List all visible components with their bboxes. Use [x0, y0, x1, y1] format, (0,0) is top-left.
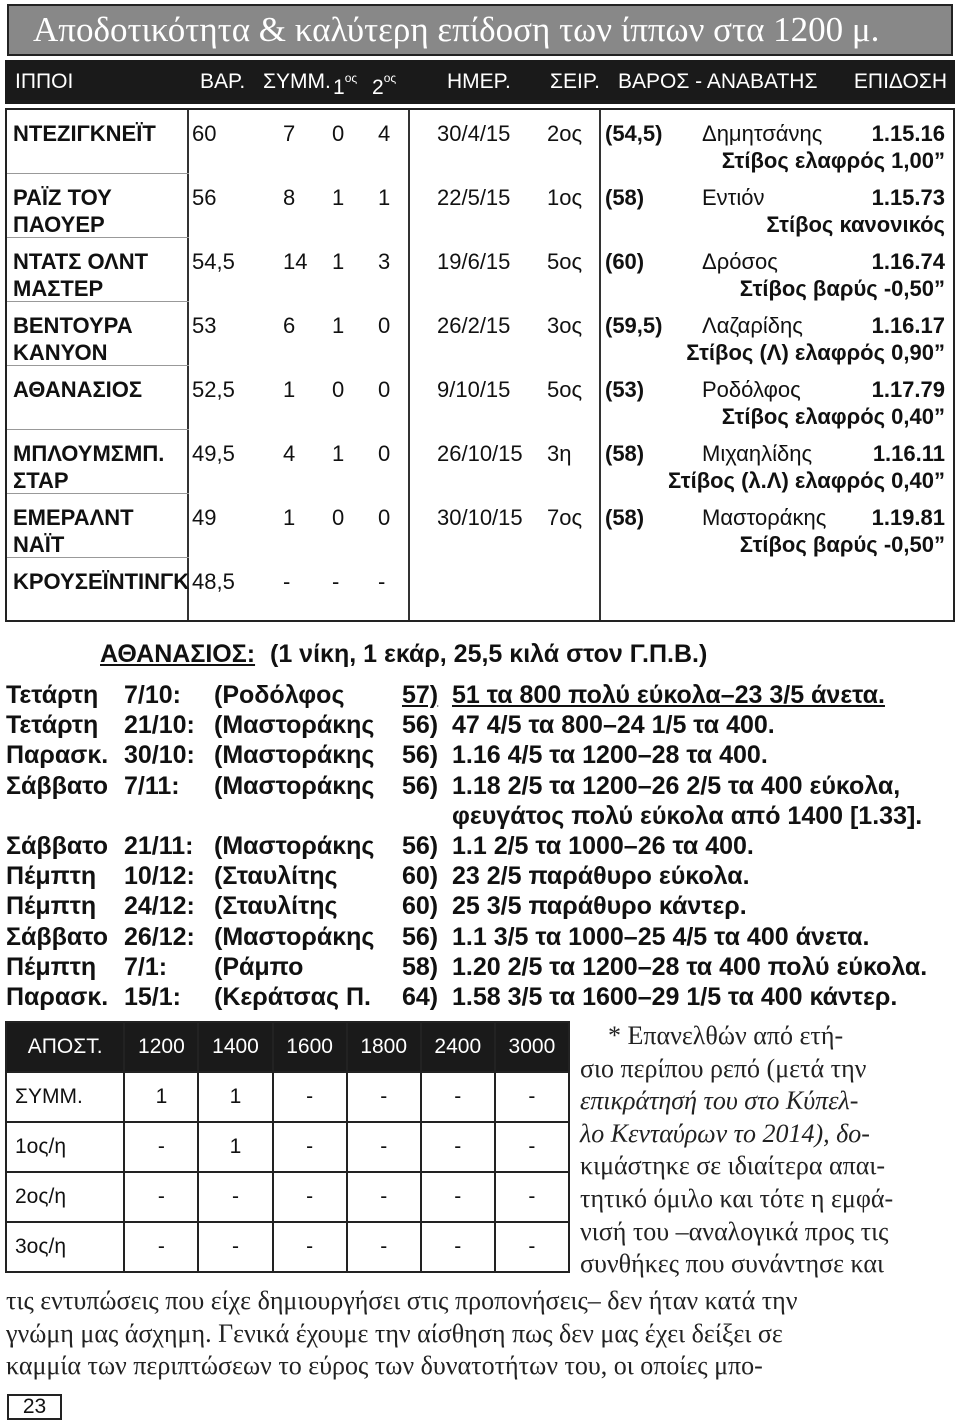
paragraph-line: κιμάστηκε σε ιδιαίτερα απαι- [580, 1151, 886, 1181]
paragraph-line: νισή του –αναλογικά προς τις [580, 1216, 889, 1246]
distance-cell: - [495, 1122, 569, 1172]
distance-cell: - [495, 1172, 569, 1222]
distance-cell: 2ος/η [6, 1172, 124, 1222]
horse-track: Στίβος βαρύς -0,50” [739, 276, 945, 301]
horse-runs: 1 [283, 377, 296, 402]
race-jockey: (Μαστοράκης [214, 771, 375, 800]
horse-weight: 53 [192, 313, 217, 338]
horse-weight: 54,5 [192, 249, 235, 274]
distance-header: ΑΠΟΣΤ. [6, 1022, 124, 1072]
race-desc: 1.20 2/5 τα 1200–28 τα 400 πολύ εύκολα. [452, 952, 928, 981]
horse-jockey: Δρόσος [702, 249, 778, 274]
race-desc: 1.1 3/5 τα 1000–25 4/5 τα 400 άνετα. [452, 922, 870, 951]
race-day: Πέμπτη [6, 952, 97, 981]
distance-cell: 1 [124, 1072, 198, 1122]
distance-cell: - [495, 1072, 569, 1122]
race-day: Παρασκ. [6, 983, 109, 1011]
horse-time: 1.17.79 [871, 377, 945, 402]
race-jockey: (Μαστοράκης [214, 832, 375, 860]
horse-track: Στίβος ελαφρός 1,00” [721, 148, 945, 173]
paragraph-line: γνώμη μας άσχημη. Γενικά έχουμε την αίσθηση πως δεν μας έχει δείξει σε [6, 1318, 783, 1348]
race-desc: 1.16 4/5 τα 1200–28 τα 400. [452, 741, 768, 770]
race-desc: 47 4/5 τα 800–24 1/5 τα 400. [452, 711, 775, 740]
horse-runs: 1 [283, 505, 296, 530]
horse-first: 1 [332, 249, 345, 274]
distance-header: 1800 [347, 1022, 421, 1072]
distance-cell: - [273, 1222, 347, 1272]
race-day: Παρασκ. [6, 741, 109, 770]
table-row [7, 430, 953, 494]
race-date: 15/1: [124, 983, 181, 1011]
distance-cell: - [347, 1222, 421, 1272]
horse-order: 3η [547, 441, 572, 466]
race-kg: 64) [402, 983, 439, 1011]
distance-header: 1400 [198, 1022, 272, 1072]
horse-kg: (59,5) [605, 313, 663, 338]
horse-kg: (53) [605, 377, 645, 402]
horse-time: 1.15.16 [871, 121, 945, 146]
table-row [6, 1072, 569, 1122]
horse-order: 1ος [547, 185, 583, 210]
race-day: Τετάρτη [6, 711, 99, 740]
distance-header: 1600 [273, 1022, 347, 1072]
horse-second: 4 [378, 121, 391, 146]
header-weight: ΒΑΡ. [200, 70, 246, 93]
distance-cell: - [273, 1122, 347, 1172]
horse-runs: 8 [283, 185, 296, 210]
race-jockey: (Ροδόλφος [214, 681, 345, 709]
distance-cell: - [124, 1122, 198, 1172]
race-kg: 56) [402, 922, 439, 951]
distance-cell: - [347, 1122, 421, 1172]
horse-runs: 4 [283, 441, 296, 466]
header-horses: ΙΠΠΟΙ [15, 70, 74, 93]
distance-cell: 1ος/η [6, 1122, 124, 1172]
race-kg: 56) [402, 771, 439, 800]
race-kg: 58) [402, 952, 439, 981]
race-date: 7/10: [124, 681, 181, 709]
race-day: Σάββατο [6, 771, 108, 800]
horse-date: 30/10/15 [437, 505, 523, 530]
horse-jockey: Ροδόλφος [702, 377, 801, 402]
table-row [7, 174, 953, 238]
horse-kg: (58) [605, 185, 645, 210]
distance-cell: ΣΥΜΜ. [6, 1072, 124, 1122]
horse-name: ΒΕΝΤΟΥΡΑ ΚΑΝΥΟΝ [13, 313, 133, 365]
list-item [6, 831, 956, 861]
horse-kg: (58) [605, 505, 645, 530]
horse-name: ΕΜΕΡΑΛΝΤ ΝΑΪΤ [13, 505, 134, 557]
horse-kg: (60) [605, 249, 645, 274]
race-date: 24/12: [124, 892, 195, 921]
list-item [6, 861, 956, 891]
horse-jockey: Λαζαρίδης [702, 313, 803, 338]
distance-header: 3000 [495, 1022, 569, 1072]
horse-first: 1 [332, 441, 345, 466]
header-order: ΣΕΙΡ. [550, 70, 600, 93]
race-date: 7/1: [124, 952, 168, 981]
table-row [6, 1222, 569, 1272]
race-jockey: (Ράμπο [214, 952, 304, 981]
horse-weight: 49 [192, 505, 217, 530]
horse-weight: 49,5 [192, 441, 235, 466]
distance-cell: 3ος/η [6, 1222, 124, 1272]
list-item [6, 710, 956, 740]
header-second: $2^{o\varsigma}$ [372, 71, 397, 99]
race-date: 30/10: [124, 741, 195, 770]
distance-cell: - [198, 1222, 272, 1272]
horse-first: - [332, 569, 340, 594]
header-first: $1^{o\varsigma}$ [333, 71, 358, 99]
header-jockey: ΒΑΡΟΣ - ΑΝΑΒΑΤΗΣ [618, 70, 818, 93]
horse-track: Στίβος (Λ) ελαφρός 0,90” [686, 340, 945, 365]
horse-weight: 52,5 [192, 377, 235, 402]
horse-first: 0 [332, 377, 345, 402]
horse-runs: 6 [283, 313, 296, 338]
table-row [7, 238, 953, 302]
distance-cell: - [273, 1172, 347, 1222]
horse-time: 1.16.74 [871, 249, 945, 274]
horse-weight: 56 [192, 185, 217, 210]
page-title: Αποδοτικότητα & καλύτερη επίδοση των ίππων στα 1200 μ. [7, 4, 953, 56]
horse-first: 1 [332, 313, 345, 338]
distance-header: 2400 [421, 1022, 495, 1072]
race-kg: 60) [402, 892, 439, 921]
paragraph-line: τις εντυπώσεις που είχε δημιουργήσει στις προπονήσεις– δεν ήταν κατά την [6, 1286, 798, 1315]
race-date: 21/10: [124, 711, 195, 740]
list-item [6, 952, 956, 982]
horse-name: ΝΤΕΖΙΓΚΝΕΪΤ [13, 121, 156, 146]
list-item [6, 771, 956, 801]
race-date: 10/12: [124, 862, 195, 891]
horse-time: 1.16.11 [872, 441, 945, 466]
header-runs: ΣΥΜΜ. [263, 70, 331, 93]
race-jockey: (Μαστοράκης [214, 922, 375, 951]
horse-kg: (54,5) [605, 121, 663, 146]
race-jockey: (Μαστοράκης [214, 741, 375, 770]
distance-cell: - [198, 1172, 272, 1222]
distance-cell: - [347, 1072, 421, 1122]
race-kg: 60) [402, 862, 439, 891]
race-desc: φευγάτος πολύ εύκολα από 1400 [1.33]. [452, 801, 923, 830]
horse-date: 22/5/15 [437, 185, 511, 210]
horse-name: ΑΘΑΝΑΣΙΟΣ [13, 377, 143, 402]
horse-second: - [378, 569, 386, 594]
horse-kg: (58) [605, 441, 645, 466]
paragraph-line: τητικό όμιλο και τότε η εμφά- [580, 1184, 894, 1213]
distance-cell: - [124, 1172, 198, 1222]
distance-cell: - [421, 1172, 495, 1222]
horse-second: 0 [378, 313, 391, 338]
table-row [6, 1122, 569, 1172]
horse-order: 5ος [547, 249, 583, 274]
list-item [6, 922, 956, 952]
horse-runs: - [283, 569, 291, 594]
horse-jockey: Μαστοράκης [702, 505, 827, 530]
horse-order: 7ος [547, 505, 583, 530]
distance-table [5, 1021, 570, 1273]
horse-name: ΝΤΑΤΣ ΟΛΝΤ ΜΑΣΤΕΡ [13, 249, 149, 301]
horse-track: Στίβος βαρύς -0,50” [739, 532, 945, 557]
horse-second: 0 [378, 377, 391, 402]
horse-name: ΡΑΪΖ ΤΟΥ ΠΑΟΥΕΡ [13, 185, 112, 237]
race-desc: 1.58 3/5 τα 1600–29 1/5 τα 400 κάντερ. [452, 983, 898, 1011]
horse-date: 19/6/15 [437, 249, 511, 274]
horse-second: 3 [378, 249, 391, 274]
horse-date: 9/10/15 [437, 377, 511, 402]
paragraph-line: επικράτησή του στο Κύπελ- [580, 1086, 859, 1116]
horse-weight: 60 [192, 121, 217, 146]
horse-jockey: Μιχαηλίδης [702, 441, 813, 466]
distance-cell: - [421, 1222, 495, 1272]
horse-time: 1.19.81 [871, 505, 945, 530]
horse-weight: 48,5 [192, 569, 235, 594]
horse-order: 3ος [547, 313, 583, 338]
horse-first: 0 [332, 121, 345, 146]
list-item [6, 891, 956, 921]
race-day: Πέμπτη [6, 892, 97, 921]
horse-runs: 7 [283, 121, 296, 146]
horse-date: 26/10/15 [437, 441, 523, 466]
distance-cell: - [124, 1222, 198, 1272]
horse-order: 2ος [547, 121, 583, 146]
list-item [6, 801, 956, 831]
distance-cell: 1 [198, 1122, 272, 1172]
race-jockey: (Μαστοράκης [214, 711, 375, 740]
horse-name: ΜΠΛΟΥΜΣΜΠ. ΣΤΑΡ [13, 441, 165, 493]
table-row [6, 1172, 569, 1222]
race-jockey: (Σταυλίτης [214, 862, 338, 891]
table-row [7, 302, 953, 366]
race-desc: 23 2/5 παράθυρο εύκολα. [452, 862, 750, 891]
race-desc: 25 3/5 παράθυρο κάντερ. [452, 892, 747, 921]
race-date: 26/12: [124, 922, 195, 951]
horse-second: 0 [378, 505, 391, 530]
horse-time: 1.15.73 [871, 185, 945, 210]
distance-cell: 1 [198, 1072, 272, 1122]
race-history-title: ΑΘΑΝΑΣΙΟΣ: (1 νίκη, 1 εκάρ, 25,5 κιλά στον Γ.Π.Β.) [100, 640, 708, 668]
horse-table [5, 108, 955, 622]
table-row [7, 366, 953, 430]
race-desc: 51 τα 800 πολύ εύκολα–23 3/5 άνετα. [452, 681, 885, 709]
paragraph-line: σιο περίπου ρεπό (μετά την [580, 1053, 867, 1083]
race-desc: 1.18 2/5 τα 1200–26 2/5 τα 400 εύκολα, [452, 771, 901, 800]
list-item [6, 680, 956, 710]
horse-track: Στίβος κανονικός [766, 212, 945, 237]
horse-date: 30/4/15 [437, 121, 511, 146]
race-date: 21/11: [124, 832, 194, 860]
distance-header: 1200 [124, 1022, 198, 1072]
list-item [6, 740, 956, 770]
race-kg: 56) [402, 711, 439, 740]
paragraph-line: λο Κενταύρων το 2014), δο- [580, 1118, 870, 1148]
race-jockey: (Κεράτσας Π. [214, 983, 371, 1011]
horse-time: 1.16.17 [871, 313, 945, 338]
distance-cell: - [495, 1222, 569, 1272]
race-kg: 57) [402, 681, 439, 709]
horse-order: 5ος [547, 377, 583, 402]
race-day: Τετάρτη [6, 681, 99, 709]
horse-jockey: Δημητσάνης [702, 121, 823, 146]
race-desc: 1.1 2/5 τα 1000–26 τα 400. [452, 832, 754, 860]
race-day: Σάββατο [6, 922, 108, 951]
race-date: 7/11: [124, 771, 180, 800]
distance-cell: - [273, 1072, 347, 1122]
race-day: Πέμπτη [6, 862, 97, 891]
horse-date: 26/2/15 [437, 313, 511, 338]
table-row [7, 110, 953, 174]
horse-name: ΚΡΟΥΣΕΪΝΤΙΝΓΚ [13, 569, 190, 594]
horse-track: Στίβος ελαφρός 0,40” [721, 404, 945, 429]
header-performance: ΕΠΙΔΟΣΗ [853, 70, 947, 93]
paragraph-line: καμμία των περιπτώσεων το εύρος των δυνατοτήτων του, οι οποίες μπο- [6, 1351, 763, 1381]
distance-cell: - [421, 1122, 495, 1172]
distance-cell: - [421, 1072, 495, 1122]
horse-runs: 14 [283, 249, 308, 274]
race-kg: 56) [402, 741, 439, 770]
horse-jockey: Εντιόν [702, 185, 765, 210]
race-day: Σάββατο [6, 832, 108, 860]
table-row [7, 558, 953, 622]
horse-track: Στίβος (λ.Λ) ελαφρός 0,40” [667, 468, 945, 493]
horse-second: 1 [378, 185, 391, 210]
race-kg: 56) [402, 832, 439, 860]
paragraph-line: συνθήκες που συνάντησε και [580, 1249, 885, 1279]
table-header [5, 60, 955, 104]
list-item [6, 982, 956, 1012]
table-row [7, 494, 953, 558]
header-date: ΗΜΕΡ. [447, 70, 511, 93]
horse-second: 0 [378, 441, 391, 466]
page-number: 23 [7, 1394, 62, 1420]
paragraph-line: * Επανελθών από ετή- [608, 1021, 844, 1050]
horse-first: 1 [332, 185, 345, 210]
distance-cell: - [347, 1172, 421, 1222]
race-jockey: (Σταυλίτης [214, 892, 338, 921]
horse-first: 0 [332, 505, 345, 530]
